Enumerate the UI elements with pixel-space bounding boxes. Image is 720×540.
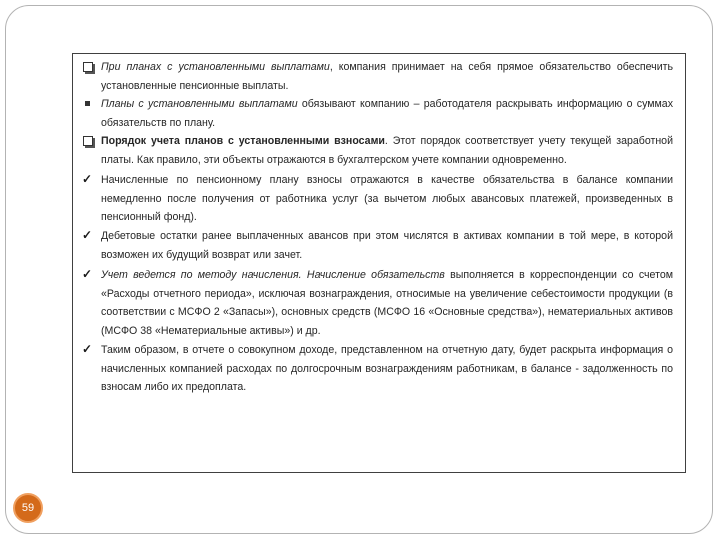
text-normal: Дебетовые остатки ранее выплаченных авансов при этом числятся в активах компании в той мере, в которой возможен их будущий возврат или зачет. (101, 230, 673, 261)
checkmark-icon: ✓ (82, 172, 93, 186)
checkmark-icon: ✓ (82, 228, 93, 242)
checkbox-bullet-icon (83, 136, 93, 146)
text-normal: . Этот порядок соответствует учету текущей заработной платы. Как правило, эти объекты отражаются в бухгалтерском учете компании одновременно. (101, 135, 673, 166)
text-italic: Учет ведется по методу начисления. Начисление обязательств (101, 269, 445, 281)
checkmark-icon: ✓ (82, 267, 93, 281)
item-text (101, 132, 673, 169)
text-italic: Планы с установленными выплатами (101, 98, 298, 110)
item-text (101, 95, 673, 132)
text-normal: выполняется в корреспонденции со счетом «Расходы отчетного периода», исключая вознаграждения, относимые на увеличение себестоимости продукции (в соответствии с МСФО 2 «Запасы»), основных средств (МСФО 16 «Основные средства»), нематериальных активов (МСФО 38 «Нематериальные активы») и др. (101, 269, 674, 337)
text-bold: Порядок учета планов с установленными взносами (101, 135, 385, 147)
content-box (72, 53, 686, 473)
checkmark-icon: ✓ (82, 342, 93, 356)
item-text (101, 58, 673, 95)
checkbox-bullet-icon (83, 62, 93, 72)
square-bullet-icon (85, 101, 90, 106)
text-normal: Начисленные по пенсионному плану взносы отражаются в качестве обязательства в балансе компании немедленно после получения от работника услуг (за вычетом любых авансовых платежей, произведенных в пенсионный фонд). (101, 174, 673, 223)
text-normal: обязывают компанию – работодателя раскрывать информацию о суммах обязательств по плану. (101, 98, 673, 129)
item-text (101, 341, 673, 397)
text-italic: При планах с установленными выплатами (101, 61, 330, 73)
item-text (101, 227, 673, 264)
item-text (101, 171, 673, 227)
page-number: 59 (21, 502, 35, 514)
text-normal: Таким образом, в отчете о совокупном доходе, представленном на отчетную дату, будет раскрыта информация о начисленных компанией расходах по долгосрочным вознаграждениям работникам, в балансе - задолженность по взносам либо их предоплата. (101, 344, 673, 393)
item-text (101, 266, 673, 340)
page-number-badge (13, 493, 43, 523)
text-normal: , компания принимает на себя прямое обязательство обеспечить установленные пенсионные выплаты. (101, 61, 673, 92)
